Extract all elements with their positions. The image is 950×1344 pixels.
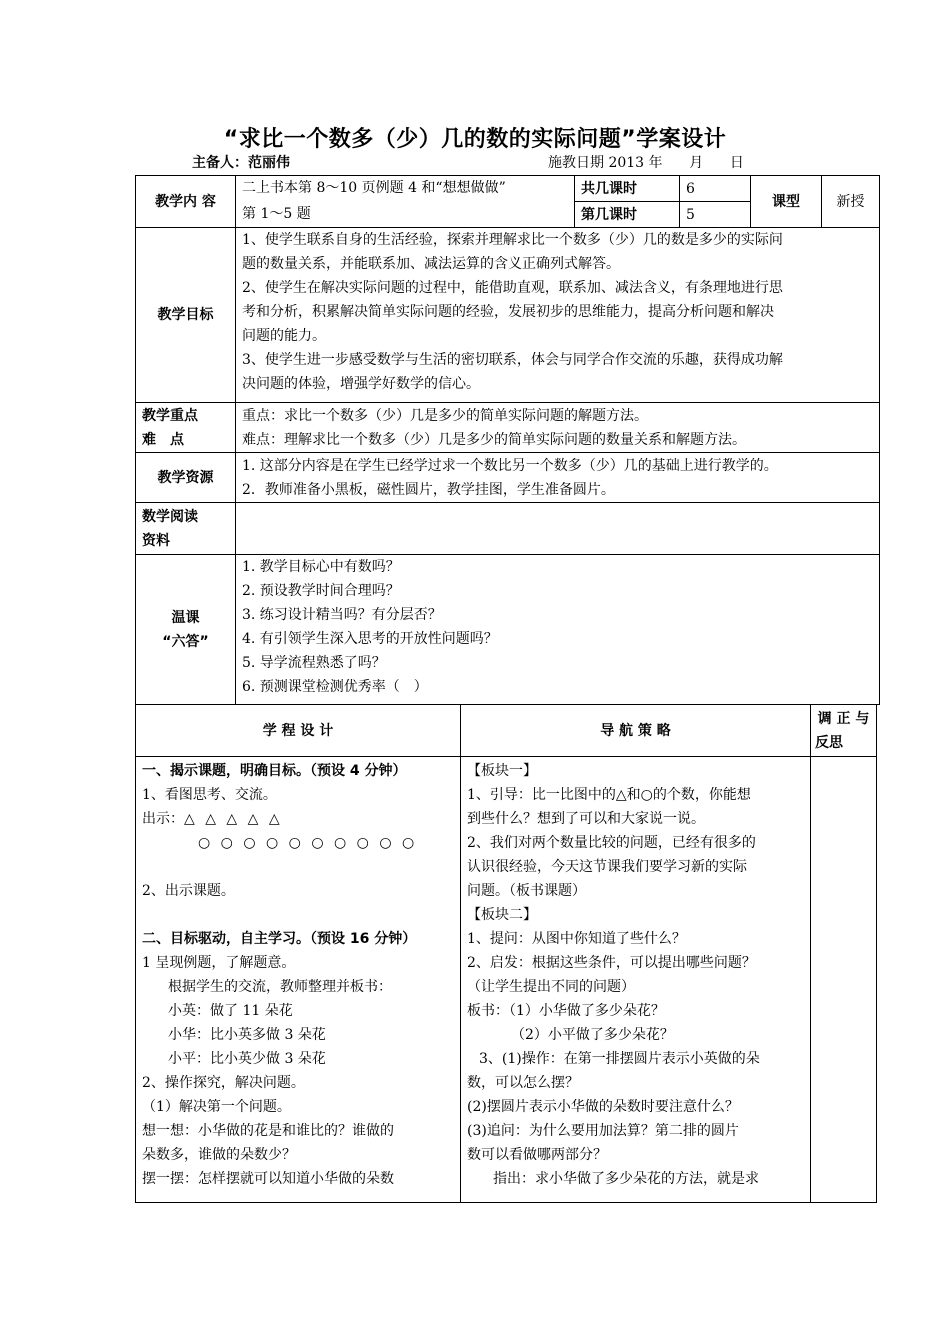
keypoints-content bbox=[236, 403, 880, 453]
goal-line: 决问题的体验，增强学好数学的信心。 bbox=[242, 376, 480, 392]
review-line: 6. 预测课堂检测优秀率（ ） bbox=[242, 679, 428, 695]
total-lessons-value: 6 bbox=[680, 176, 751, 202]
review-label: 温课 “六答” bbox=[136, 555, 236, 705]
process-header-right: 调 正 与 反思 bbox=[811, 705, 877, 757]
reading-label: 数学阅读 资料 bbox=[136, 503, 236, 555]
review-line: 4. 有引领学生深入思考的开放性问题吗？ bbox=[242, 631, 498, 647]
goal-line: 考和分析，积累解决简单实际问题的经验，发展初步的思维能力，提高分析问题和解决 bbox=[242, 304, 774, 320]
section-heading: 一、揭示课题，明确目标。（预设 4 分钟） bbox=[142, 763, 407, 779]
teaching-date: 施教日期 2013 年 月 日 bbox=[548, 155, 744, 171]
section-heading: 二、目标驱动，自主学习。（预设 16 分钟） bbox=[142, 931, 417, 947]
resource-line: 1. 这部分内容是在学生已经学过求一个数比另一个数多（少）几的基础上进行教学的。 bbox=[242, 457, 778, 474]
goal-line: 问题的能力。 bbox=[242, 328, 326, 344]
goal-line: 2、使学生在解决实际问题的过程中，能借助直观，联系加、减法含义，有条理地进行思 bbox=[242, 280, 783, 296]
preparer: 主备人：范丽伟 bbox=[192, 155, 290, 171]
process-header-middle: 导 航 策 略 bbox=[461, 705, 811, 757]
keypoint-line: 重点：求比一个数多（少）几是多少的简单实际问题的解题方法。 bbox=[242, 407, 648, 424]
circle-row: ○ ○ ○ ○ ○ ○ ○ ○ ○ ○ bbox=[198, 835, 415, 851]
lesson-type-value: 新授 bbox=[822, 176, 880, 228]
process-middle-content: 【板块一】 1、引导：比一比图中的△和○的个数，你能想 到些什么？想到了可以和大家说一说。 2、我们对两个数量比较的问题，已经有很多的 认识很经验，今天这节课我们要学习新的实际 问题。（板书课题） 【板块二】 1、提问：从图中你知道了些什么？ 2、启发：根据这些条件，可以提出哪些问题？ （让学生提出不同的问题） 板书：（1）小华做了多少朵花？ （2）小平做了多少朵花？ 3、(1)操作：在第一排摆圆片表示小英做的朵 数，可以怎么摆？ (2)摆圆片表示小华做的朵数时要注意什么？ (3)追问：为什么要用加法算？第二排的圆片 数可以看做哪两部分？ 指出：求小华做了多少朵花的方法，就是求 bbox=[461, 757, 811, 1203]
review-line: 2. 预设教学时间合理吗？ bbox=[242, 583, 400, 599]
review-line: 1. 教学目标心中有数吗？ bbox=[242, 559, 400, 575]
review-content bbox=[236, 555, 880, 705]
nth-lesson-label: 第几课时 bbox=[575, 202, 680, 228]
reading-content bbox=[236, 503, 880, 555]
triangle-row: 出示：△ △ △ △ △ bbox=[142, 811, 280, 827]
lesson-info-table bbox=[135, 175, 880, 705]
lesson-type-label: 课型 bbox=[751, 176, 822, 228]
resource-line: 2．教师准备小黑板，磁性圆片，教学挂图，学生准备圆片。 bbox=[242, 481, 615, 498]
resources-label: 教学资源 bbox=[136, 453, 236, 503]
review-line: 5. 导学流程熟悉了吗？ bbox=[242, 655, 386, 671]
content-label: 教学内 容 bbox=[136, 176, 236, 228]
content-value-1: 二上书本第 8～10 页例题 4 和“想想做做” bbox=[236, 176, 575, 202]
resources-content bbox=[236, 453, 880, 503]
page-title: “求比一个数多（少）几的数的实际问题”学案设计 bbox=[223, 127, 727, 152]
process-reflection-content bbox=[811, 757, 877, 1203]
content-value-2: 第 1～5 题 bbox=[236, 202, 575, 228]
keypoints-label: 教学重点 难 点 bbox=[136, 403, 236, 453]
goal-line: 3、使学生进一步感受数学与生活的密切联系，体会与同学合作交流的乐趣，获得成功解 bbox=[242, 352, 783, 368]
review-line: 3. 练习设计精当吗？有分层否？ bbox=[242, 607, 442, 623]
process-table bbox=[135, 704, 877, 1203]
nth-lesson-value: 5 bbox=[680, 202, 751, 228]
goals-content bbox=[236, 228, 880, 403]
process-header-left: 学 程 设 计 bbox=[136, 705, 461, 757]
keypoint-line: 难点：理解求比一个数多（少）几是多少的简单实际问题的数量关系和解题方法。 bbox=[242, 431, 746, 448]
goal-line: 题的数量关系，并能联系加、减法运算的含义正确列式解答。 bbox=[242, 256, 620, 272]
total-lessons-label: 共几课时 bbox=[575, 176, 680, 202]
process-left-content: 一、揭示课题，明确目标。（预设 4 分钟） 1、看图思考、交流。 出示：△ △ △ △ △ ○ ○ ○ ○ ○ ○ ○ ○ ○ ○ 2、出示课题。 二、目标驱动，自主学习。（预设 16 分钟） 1 呈现例题，了解题意。 根据学生的交流，教师整理并板书： 小英：做了 11 朵花 小华：比小英多做 3 朵花 小平：比小英少做 3 朵花 2、操作探究，解决问题。 （1）解决第一个问题。 想一想：小华做的花是和谁比的？谁做的 朵数多，谁做的朵数少？ 摆一摆：怎样摆就可以知道小华做的朵数 bbox=[136, 757, 461, 1203]
goal-line: 1、使学生联系自身的生活经验，探索并理解求比一个数多（少）几的数是多少的实际问 bbox=[242, 232, 783, 248]
goals-label: 教学目标 bbox=[136, 228, 236, 403]
